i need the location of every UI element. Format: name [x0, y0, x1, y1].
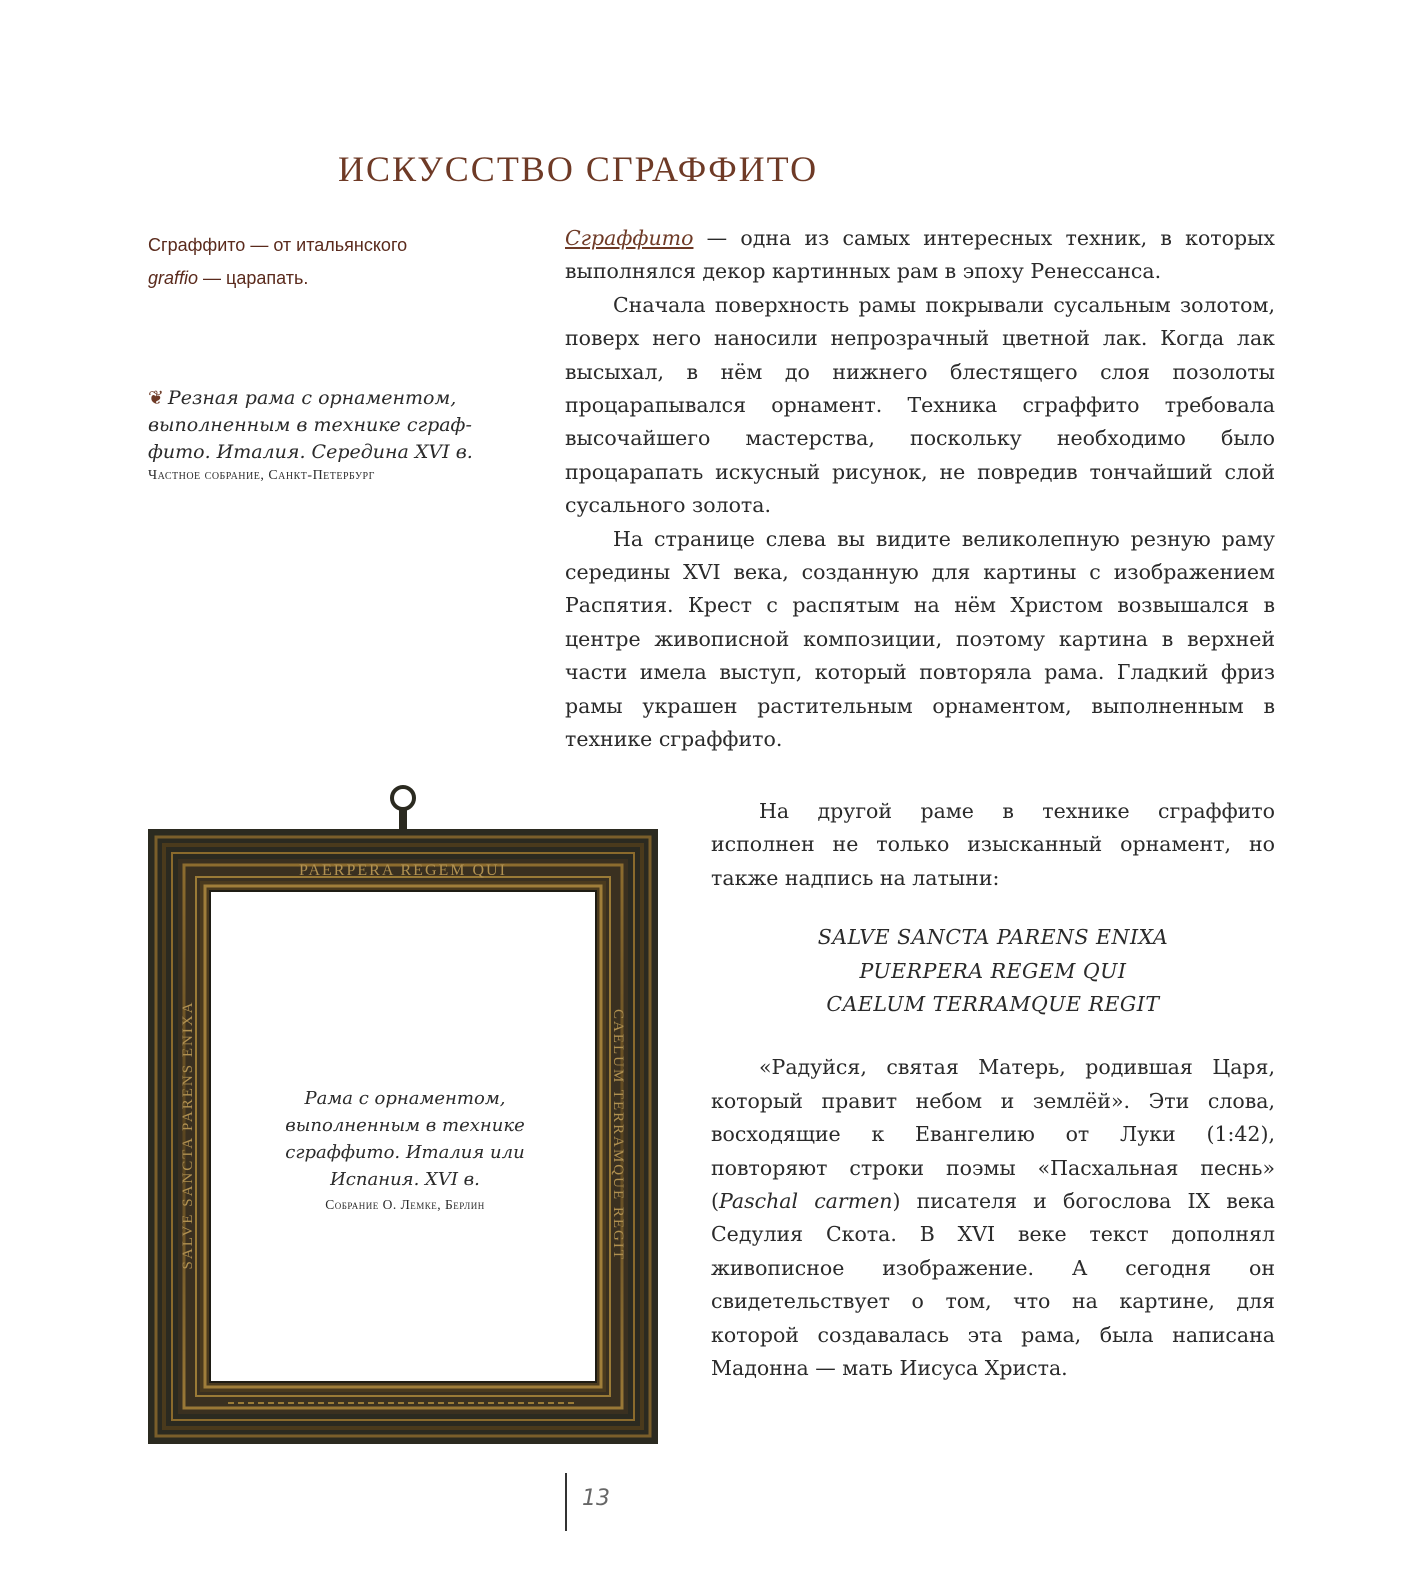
frame-caption-credit: Собрание О. Лемке, Берлин [325, 1197, 485, 1212]
frame-inscription-top: PAERPERA REGEM QUI [299, 862, 507, 879]
paragraph-1-rest: — одна из самых интересных техник, в которых выполнялся декор картинных рам в эпоху Ренессанса. [565, 226, 1275, 284]
latin-inscription [711, 921, 1275, 1021]
paragraph-5 [711, 1051, 1275, 1385]
paragraph-2: Сначала поверхность рамы покрывали сусальным золотом, поверх него наносили непрозрачный цветной лак. Когда лак высыхал, в нём до нижнего блестящего слоя позолоты процарапывался орнамент. Техника сграффито требовала высочайшего мастерства, поскольку необходимо было процарапать искусный рисунок, не повредив тончайший слой сусального золота. [565, 292, 1275, 518]
term-paschal-carmen: Paschal carmen [719, 1189, 893, 1214]
paragraph-4: На другой раме в технике сграффито исполнен не только изысканный орнамент, но также надпись на латыни: [711, 799, 1275, 890]
frame-inscription-left: SALVE SANCTA PARENS ENIXA [180, 1000, 196, 1270]
latin-line: SALVE SANCTA PARENS ENIXA [817, 925, 1169, 950]
page-number: 13 [582, 1486, 610, 1511]
caption-credit: Частное собрание, Санкт-Петербург [148, 468, 375, 483]
side-note [148, 229, 488, 295]
main-text [565, 222, 1275, 757]
page-title: ИСКУССТВО СГРАФФИТО [338, 149, 819, 189]
paragraph-1 [565, 222, 1275, 289]
page-number-rule [565, 1473, 567, 1531]
latin-line: PUERPERA REGEM QUI [859, 958, 1127, 983]
side-note-line1: Сграффито — от итальянского [148, 235, 408, 255]
caption-text: Резная рама с орнаментом, выполненным в технике сграффито. Италия. Середина XVI в. [148, 387, 473, 463]
main-text-continued [711, 795, 1275, 1386]
side-note-rest: — царапать. [198, 268, 309, 288]
frame-caption-text: Рама с орнаментом, выполненным в технике сграффито. Италия или Испания. XVI в. [285, 1088, 525, 1190]
hanging-ring-icon [392, 787, 414, 809]
frame-caption [268, 1085, 542, 1215]
paragraph-3: На странице слева вы видите великолепную резную раму середины XVI века, созданную для картины с изображением Распятия. Крест с распятым на нём Христом возвышался в центре живописной композиции, поэтому картина в верхней части имела выступ, который повторяла рама. Гладкий фриз рамы украшен растительным орнаментом, выполненным в технике сграффито. [565, 526, 1275, 752]
paragraph-5-b: ) писателя и богослова IX века Седулия Скота. В XVI веке текст дополнял живописное изображение. А сегодня он свидетельствует о том, что на картине, для которой создавалась эта рама, была написана Мадонна — мать Иисуса Христа. [711, 1189, 1275, 1381]
frame-inscription-right: CAELUM TERRAMQUE REGIT [610, 1008, 626, 1262]
latin-line: CAELUM TERRAMQUE REGIT [826, 992, 1160, 1017]
top-frame-caption [148, 385, 508, 486]
side-note-term: graffio [148, 268, 199, 288]
term-sgraffito: Сграффито [565, 226, 694, 250]
ring-post [399, 809, 407, 831]
ornament-icon: ❦ [148, 387, 164, 409]
side-note-line2 [148, 262, 488, 295]
paragraph-5-a: «Радуйся, святая Матерь, родившая Царя, который правит небом и землёй». Эти слова, восходящие к Евангелию от Луки (1:42), повторяют строки поэмы «Пасхальная песнь» ( [711, 1055, 1275, 1214]
